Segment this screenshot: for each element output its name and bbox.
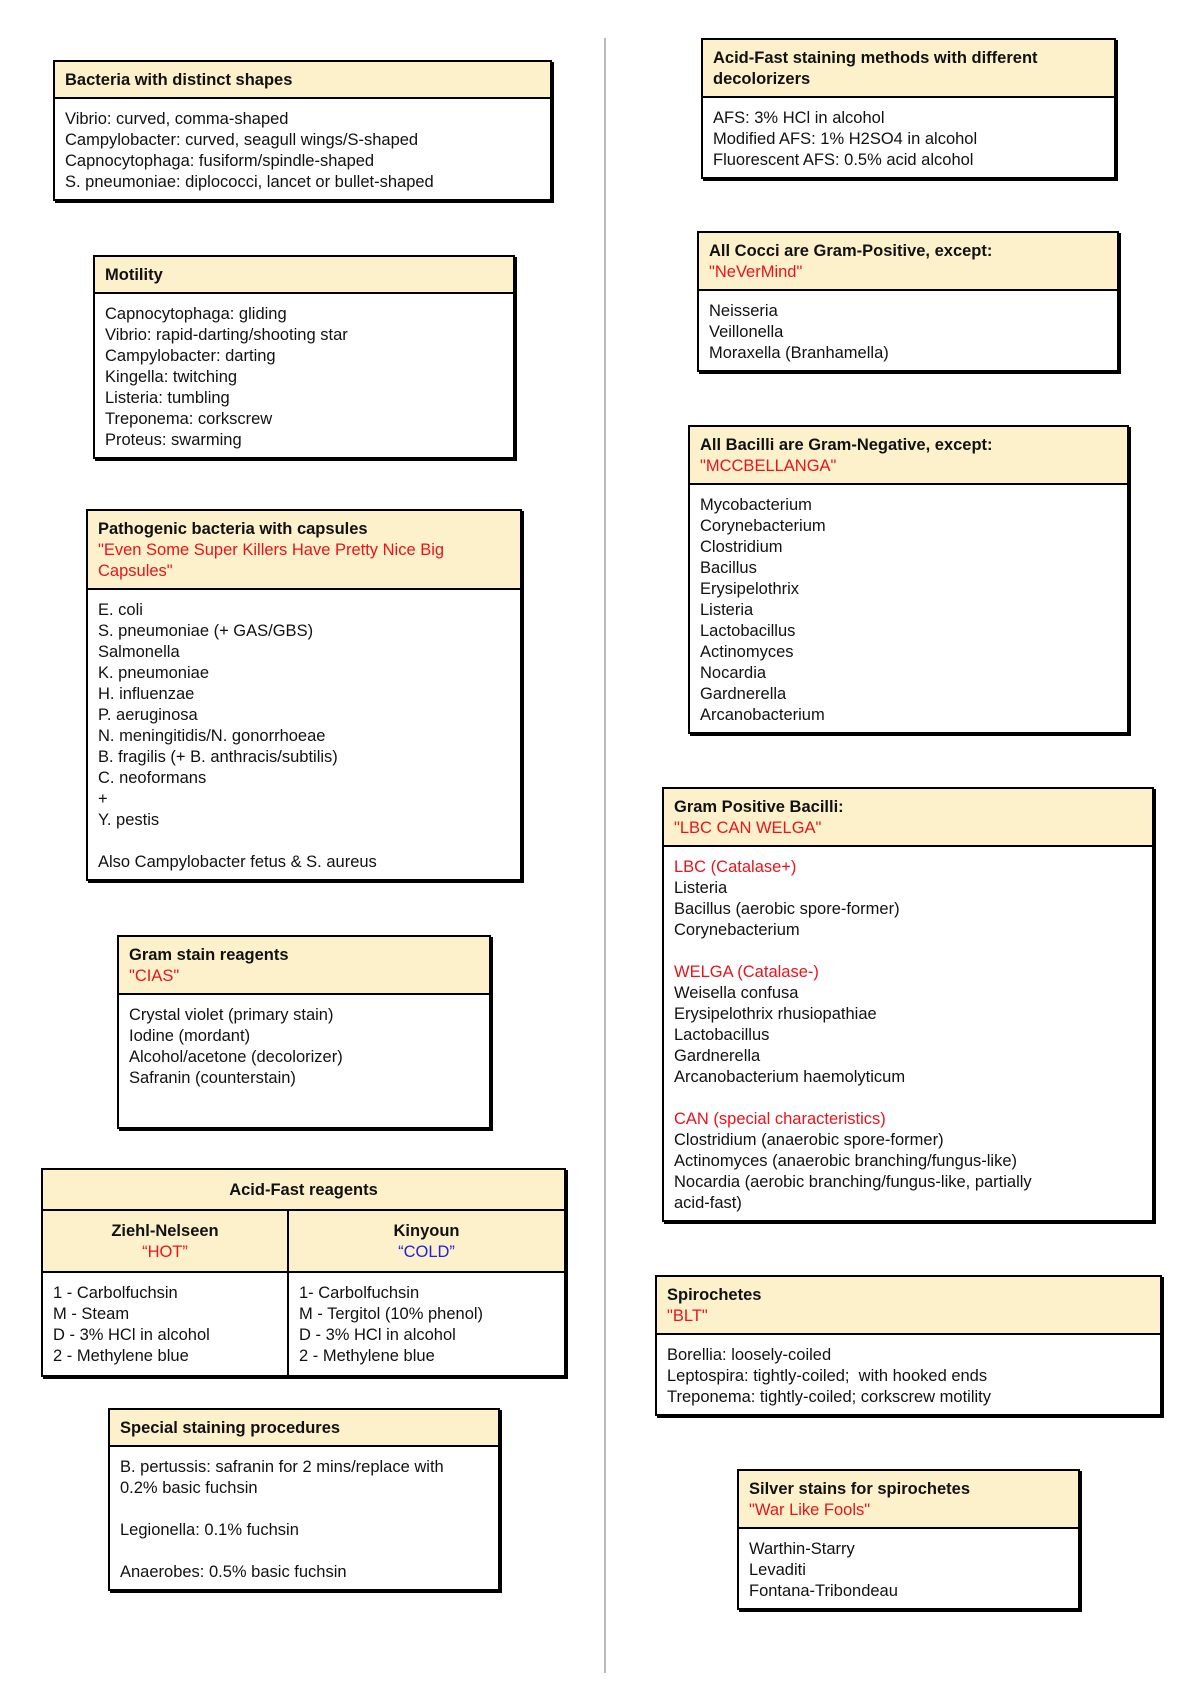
box-title: Special staining procedures bbox=[120, 1419, 341, 1437]
column-tag: “HOT” bbox=[142, 1243, 188, 1261]
box-title: Spirochetes bbox=[667, 1286, 762, 1304]
list-item: Weisella confusa bbox=[674, 984, 799, 1002]
table-cell-line: 1- Carbolfuchsin bbox=[299, 1284, 420, 1302]
list-item: Moraxella (Branhamella) bbox=[709, 344, 889, 362]
list-item: Clostridium (anaerobic spore-former) bbox=[674, 1131, 944, 1149]
list-item: Veillonella bbox=[709, 323, 784, 341]
list-item: Capnocytophaga: gliding bbox=[105, 305, 287, 323]
box-body bbox=[110, 1447, 498, 1589]
note-box bbox=[117, 935, 491, 1129]
column-tag: “COLD” bbox=[398, 1243, 455, 1261]
acid-fast-reagents-table bbox=[41, 1168, 566, 1377]
list-item: Corynebacterium bbox=[700, 517, 826, 535]
list-item: Vibrio: curved, comma-shaped bbox=[65, 110, 289, 128]
list-item: AFS: 3% HCl in alcohol bbox=[713, 109, 885, 127]
list-item: Levaditi bbox=[749, 1561, 806, 1579]
list-item: 0.2% basic fuchsin bbox=[120, 1479, 258, 1497]
note-box bbox=[108, 1408, 500, 1591]
list-item: Fontana-Tribondeau bbox=[749, 1582, 898, 1600]
table-header-row bbox=[43, 1211, 564, 1375]
list-item: Listeria bbox=[700, 601, 754, 619]
list-item: Leptospira: tightly-coiled; with hooked ends bbox=[667, 1367, 988, 1385]
mnemonic: "War Like Fools" bbox=[749, 1501, 871, 1519]
box-body bbox=[95, 294, 513, 457]
list-item: B. pertussis: safranin for 2 mins/replace with bbox=[120, 1458, 444, 1476]
list-item: Arcanobacterium bbox=[700, 706, 825, 724]
box-header bbox=[95, 257, 513, 294]
list-item bbox=[674, 941, 1142, 962]
list-item: Treponema: corkscrew bbox=[105, 410, 273, 428]
table-cell-line: M - Tergitol (10% phenol) bbox=[299, 1305, 484, 1323]
column-divider bbox=[604, 38, 606, 1673]
box-title: Acid-Fast staining methods with different decolorizers bbox=[713, 49, 1038, 88]
mnemonic: "MCCBELLANGA" bbox=[700, 457, 837, 475]
box-title: Bacteria with distinct shapes bbox=[65, 71, 293, 89]
list-item: H. influenzae bbox=[98, 685, 195, 703]
list-item: Nocardia bbox=[700, 664, 767, 682]
list-item: Anaerobes: 0.5% basic fuchsin bbox=[120, 1563, 347, 1581]
list-item: Alcohol/acetone (decolorizer) bbox=[129, 1048, 343, 1066]
list-item: Capnocytophaga: fusiform/spindle-shaped bbox=[65, 152, 375, 170]
list-item bbox=[98, 831, 510, 852]
mnemonic: "CIAS" bbox=[129, 967, 180, 985]
box-title: Silver stains for spirochetes bbox=[749, 1480, 971, 1498]
list-item: Crystal violet (primary stain) bbox=[129, 1006, 334, 1024]
column-body bbox=[289, 1273, 564, 1375]
list-item: Listeria bbox=[674, 879, 728, 897]
list-item: Proteus: swarming bbox=[105, 431, 242, 449]
list-item: Neisseria bbox=[709, 302, 778, 320]
table-cell-line: 2 - Methylene blue bbox=[53, 1347, 189, 1365]
list-item: Kingella: twitching bbox=[105, 368, 238, 386]
list-item: B. fragilis (+ B. anthracis/subtilis) bbox=[98, 748, 338, 766]
list-item: Campylobacter: darting bbox=[105, 347, 276, 365]
note-box bbox=[697, 231, 1119, 372]
list-item: Arcanobacterium haemolyticum bbox=[674, 1068, 906, 1086]
box-title: Gram stain reagents bbox=[129, 946, 289, 964]
box-header bbox=[110, 1410, 498, 1447]
note-box bbox=[655, 1275, 1162, 1416]
box-body bbox=[703, 98, 1114, 177]
list-item: P. aeruginosa bbox=[98, 706, 198, 724]
box-header bbox=[88, 511, 520, 590]
list-item: Gardnerella bbox=[674, 1047, 761, 1065]
box-title: Gram Positive Bacilli: bbox=[674, 798, 844, 816]
group-label: WELGA (Catalase-) bbox=[674, 963, 819, 981]
list-item: Mycobacterium bbox=[700, 496, 812, 514]
list-item: Listeria: tumbling bbox=[105, 389, 230, 407]
list-item: S. pneumoniae (+ GAS/GBS) bbox=[98, 622, 314, 640]
list-item: Erysipelothrix bbox=[700, 580, 800, 598]
list-item: E. coli bbox=[98, 601, 143, 619]
note-box bbox=[662, 787, 1154, 1222]
table-cell-line: 1 - Carbolfuchsin bbox=[53, 1284, 178, 1302]
mnemonic: "LBC CAN WELGA" bbox=[674, 819, 822, 837]
list-item: K. pneumoniae bbox=[98, 664, 209, 682]
list-item: Salmonella bbox=[98, 643, 180, 661]
box-body bbox=[690, 485, 1127, 732]
mnemonic: "Even Some Super Killers Have Pretty Nice Big Capsules" bbox=[98, 541, 445, 580]
box-title: Pathogenic bacteria with capsules bbox=[98, 520, 368, 538]
box-body bbox=[88, 590, 520, 879]
box-header bbox=[657, 1277, 1160, 1335]
note-box bbox=[737, 1469, 1080, 1610]
box-header bbox=[119, 937, 489, 995]
column-body bbox=[43, 1273, 287, 1375]
note-box bbox=[86, 509, 522, 881]
table-cell-line: M - Steam bbox=[53, 1305, 130, 1323]
list-item: Also Campylobacter fetus & S. aureus bbox=[98, 853, 377, 871]
box-title: Motility bbox=[105, 266, 163, 284]
note-box bbox=[688, 425, 1129, 734]
list-item: Vibrio: rapid-darting/shooting star bbox=[105, 326, 348, 344]
box-title: All Cocci are Gram-Positive, except: bbox=[709, 242, 993, 260]
group-label: LBC (Catalase+) bbox=[674, 858, 797, 876]
list-item: Nocardia (aerobic branching/fungus-like, partially bbox=[674, 1173, 1032, 1191]
list-item: Bacillus (aerobic spore-former) bbox=[674, 900, 900, 918]
list-item: Fluorescent AFS: 0.5% acid alcohol bbox=[713, 151, 974, 169]
list-item: Actinomyces (anaerobic branching/fungus-like) bbox=[674, 1152, 1018, 1170]
list-item: Corynebacterium bbox=[674, 921, 800, 939]
list-item: Y. pestis bbox=[98, 811, 160, 829]
box-header bbox=[699, 233, 1117, 291]
group-label: CAN (special characteristics) bbox=[674, 1110, 886, 1128]
box-body bbox=[119, 995, 489, 1095]
list-item: Clostridium bbox=[700, 538, 783, 556]
list-item: Erysipelothrix rhusiopathiae bbox=[674, 1005, 877, 1023]
list-item: Lactobacillus bbox=[674, 1026, 770, 1044]
table-cell-line: D - 3% HCl in alcohol bbox=[299, 1326, 456, 1344]
box-title: All Bacilli are Gram-Negative, except: bbox=[700, 436, 993, 454]
note-box bbox=[53, 60, 552, 201]
note-box bbox=[701, 38, 1116, 179]
list-item: C. neoformans bbox=[98, 769, 207, 787]
list-item: Iodine (mordant) bbox=[129, 1027, 251, 1045]
box-header bbox=[739, 1471, 1078, 1529]
list-item: Gardnerella bbox=[700, 685, 787, 703]
list-item: Modified AFS: 1% H2SO4 in alcohol bbox=[713, 130, 978, 148]
list-item: N. meningitidis/N. gonorrhoeae bbox=[98, 727, 326, 745]
list-item bbox=[674, 1088, 1142, 1109]
box-body bbox=[657, 1335, 1160, 1414]
list-item: Actinomyces bbox=[700, 643, 794, 661]
box-header bbox=[690, 427, 1127, 485]
list-item: Safranin (counterstain) bbox=[129, 1069, 296, 1087]
box-header bbox=[703, 40, 1114, 98]
column-header: Ziehl-Nelseen “HOT” bbox=[43, 1211, 287, 1273]
list-item bbox=[120, 1499, 488, 1520]
list-item bbox=[120, 1541, 488, 1562]
box-body bbox=[739, 1529, 1078, 1608]
mnemonic: "NeVerMind" bbox=[709, 263, 803, 281]
table-cell-line: 2 - Methylene blue bbox=[299, 1347, 435, 1365]
list-item: Bacillus bbox=[700, 559, 757, 577]
box-body bbox=[664, 847, 1152, 1220]
box-header bbox=[55, 62, 550, 99]
box-body bbox=[55, 99, 550, 199]
box-header bbox=[664, 789, 1152, 847]
list-item: Borellia: loosely-coiled bbox=[667, 1346, 832, 1364]
list-item: Lactobacillus bbox=[700, 622, 796, 640]
list-item: Treponema: tightly-coiled; corkscrew motility bbox=[667, 1388, 991, 1406]
list-item: + bbox=[98, 790, 108, 808]
table-cell-line: D - 3% HCl in alcohol bbox=[53, 1326, 210, 1344]
column-header: Kinyoun “COLD” bbox=[289, 1211, 564, 1273]
table-title: Acid-Fast reagents bbox=[43, 1170, 564, 1211]
list-item: acid-fast) bbox=[674, 1194, 742, 1212]
mnemonic: "BLT" bbox=[667, 1307, 708, 1325]
list-item: S. pneumoniae: diplococci, lancet or bullet-shaped bbox=[65, 173, 434, 191]
list-item: Warthin-Starry bbox=[749, 1540, 855, 1558]
note-box bbox=[93, 255, 515, 459]
list-item: Campylobacter: curved, seagull wings/S-shaped bbox=[65, 131, 419, 149]
box-body bbox=[699, 291, 1117, 370]
list-item: Legionella: 0.1% fuchsin bbox=[120, 1521, 299, 1539]
